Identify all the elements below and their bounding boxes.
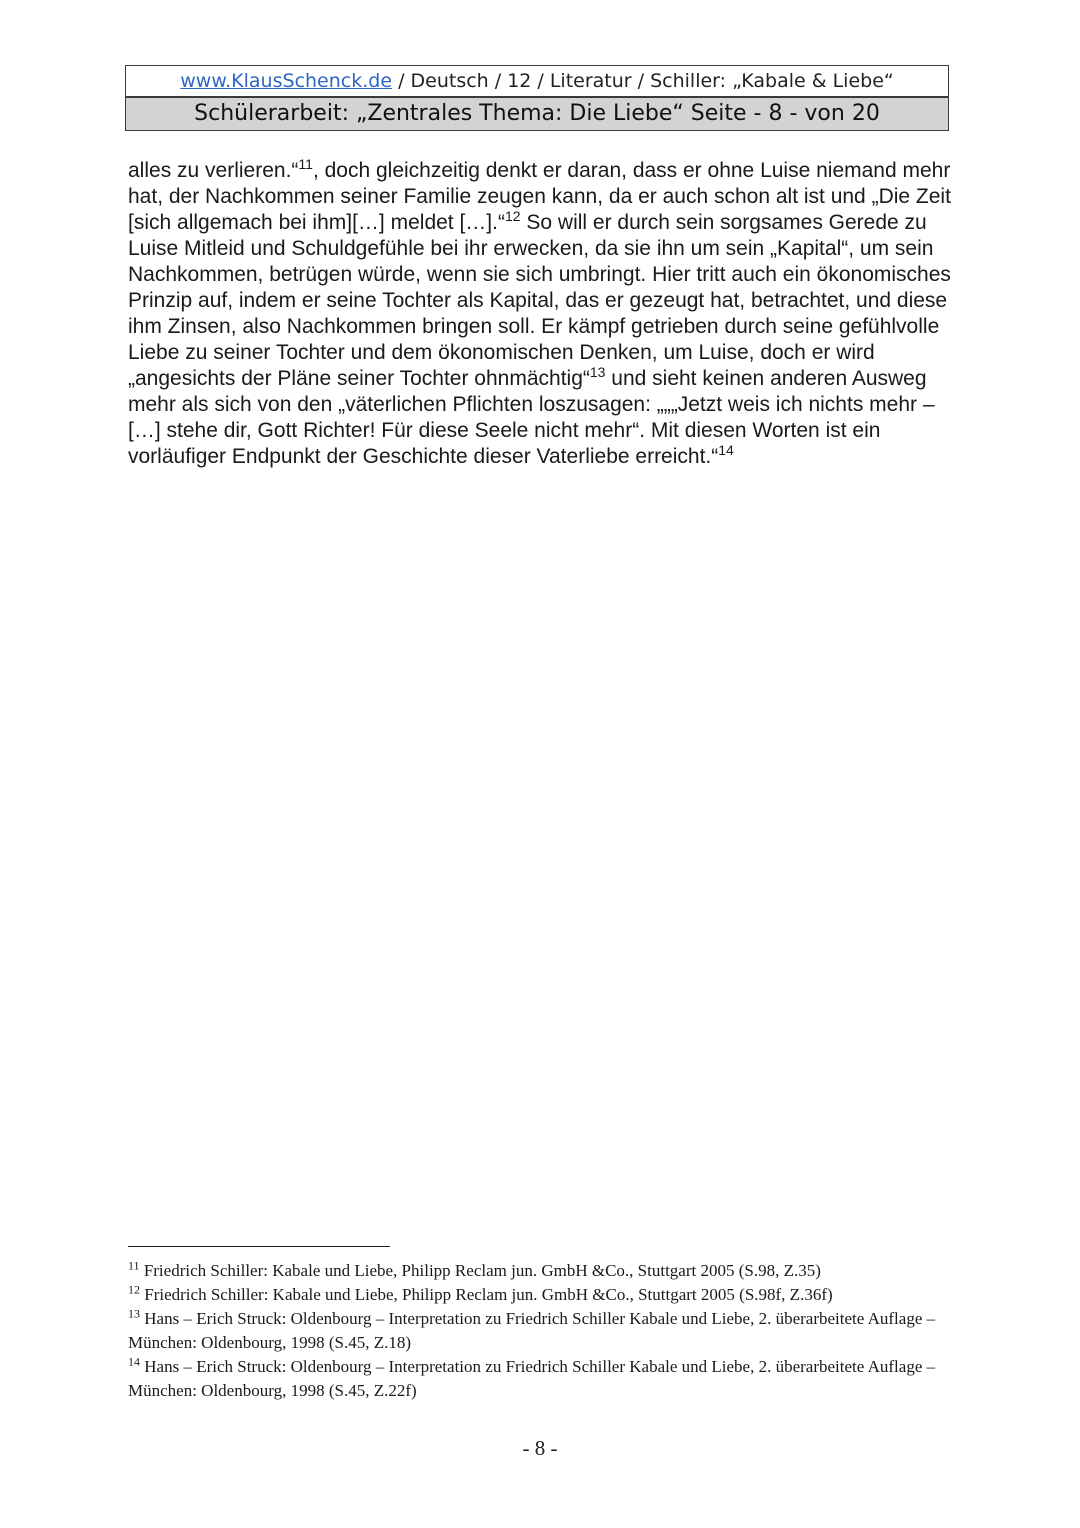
footnote-separator (128, 1246, 390, 1247)
header-path: / Deutsch / 12 / Literatur / Schiller: „Kabale & Liebe“ (392, 70, 894, 92)
footnote-number: 14 (128, 1354, 140, 1369)
paragraph (128, 158, 958, 470)
footnote-number: 13 (128, 1306, 140, 1321)
footnote-ref-11: 11 (298, 156, 313, 172)
footnote-11 (128, 1259, 958, 1283)
footnote-ref-14: 14 (718, 442, 734, 458)
footnote-ref-12: 12 (504, 208, 521, 224)
text-segment: , doch gleichzeitig denkt er daran, dass er ohne Luise niemand mehr hat, der Nachkommen seiner Familie zeugen kann, da er auch schon alt ist und „Die Zeit [sich allgemach bei ihm][…] meldet […].“ (128, 159, 951, 234)
website-link[interactable]: www.KlausSchenck.de (180, 70, 393, 92)
footnote-13 (128, 1307, 958, 1355)
page-number: - 8 - (522, 1436, 558, 1460)
footnote-text: Friedrich Schiller: Kabale und Liebe, Philipp Reclam jun. GmbH &Co., Stuttgart 2005 (S.98, Z.35) (139, 1261, 821, 1280)
footnote-text: Hans – Erich Struck: Oldenbourg – Interpretation zu Friedrich Schiller Kabale und Liebe, 2. überarbeitete Auflage – München: Oldenbourg, 1998 (S.45, Z.18) (128, 1309, 936, 1352)
footnote-12 (128, 1283, 958, 1307)
footnote-number: 12 (128, 1282, 140, 1297)
footnotes (128, 1259, 958, 1403)
header-subtitle: Schülerarbeit: „Zentrales Thema: Die Liebe“ Seite - 8 - von 20 (126, 98, 948, 130)
text-segment: alles zu verlieren.“ (128, 159, 299, 182)
footnote-text: Friedrich Schiller: Kabale und Liebe, Philipp Reclam jun. GmbH &Co., Stuttgart 2005 (S.98f, Z.36f) (140, 1285, 833, 1304)
text-segment: So will er durch sein sorgsames Gerede zu Luise Mitleid und Schuldgefühle bei ihr erwecken, da sie ihn um sein „Kapital“, um sein Nachkommen, betrügen würde, wenn sie sich umbringt. Hier tritt auch ein ökonomisches Prinzip auf, indem er seine Tochter als Kapital, das er gezeugt hat, betrachtet, und diese ihm Zinsen, also Nachkommen bringen soll. Er kämpf getrieben durch seine gefühlvolle Liebe zu seiner Tochter und dem ökonomischen Denken, um Luise, doch er wird „angesichts der Pläne seiner Tochter ohnmächtig“ (128, 211, 951, 390)
footnote-14 (128, 1355, 958, 1403)
footnote-number: 11 (128, 1258, 140, 1273)
text-segment: und sieht keinen anderen Ausweg mehr als sich von den „väterlichen Pflichten loszusagen: „„„Jetzt weis ich nichts mehr – […] stehe dir, Gott Richter! Für diese Seele nicht mehr“. Mit diesen Worten ist ein vorläufiger Endpunkt der Geschichte dieser Vaterliebe erreicht.“ (128, 367, 935, 468)
header-source-line (126, 66, 948, 98)
main-paragraph (128, 158, 958, 470)
page-header (125, 65, 949, 131)
footnote-text: Hans – Erich Struck: Oldenbourg – Interpretation zu Friedrich Schiller Kabale und Liebe, 2. überarbeitete Auflage – München: Oldenbourg, 1998 (S.45, Z.22f) (128, 1357, 936, 1400)
footnote-ref-13: 13 (589, 364, 606, 380)
